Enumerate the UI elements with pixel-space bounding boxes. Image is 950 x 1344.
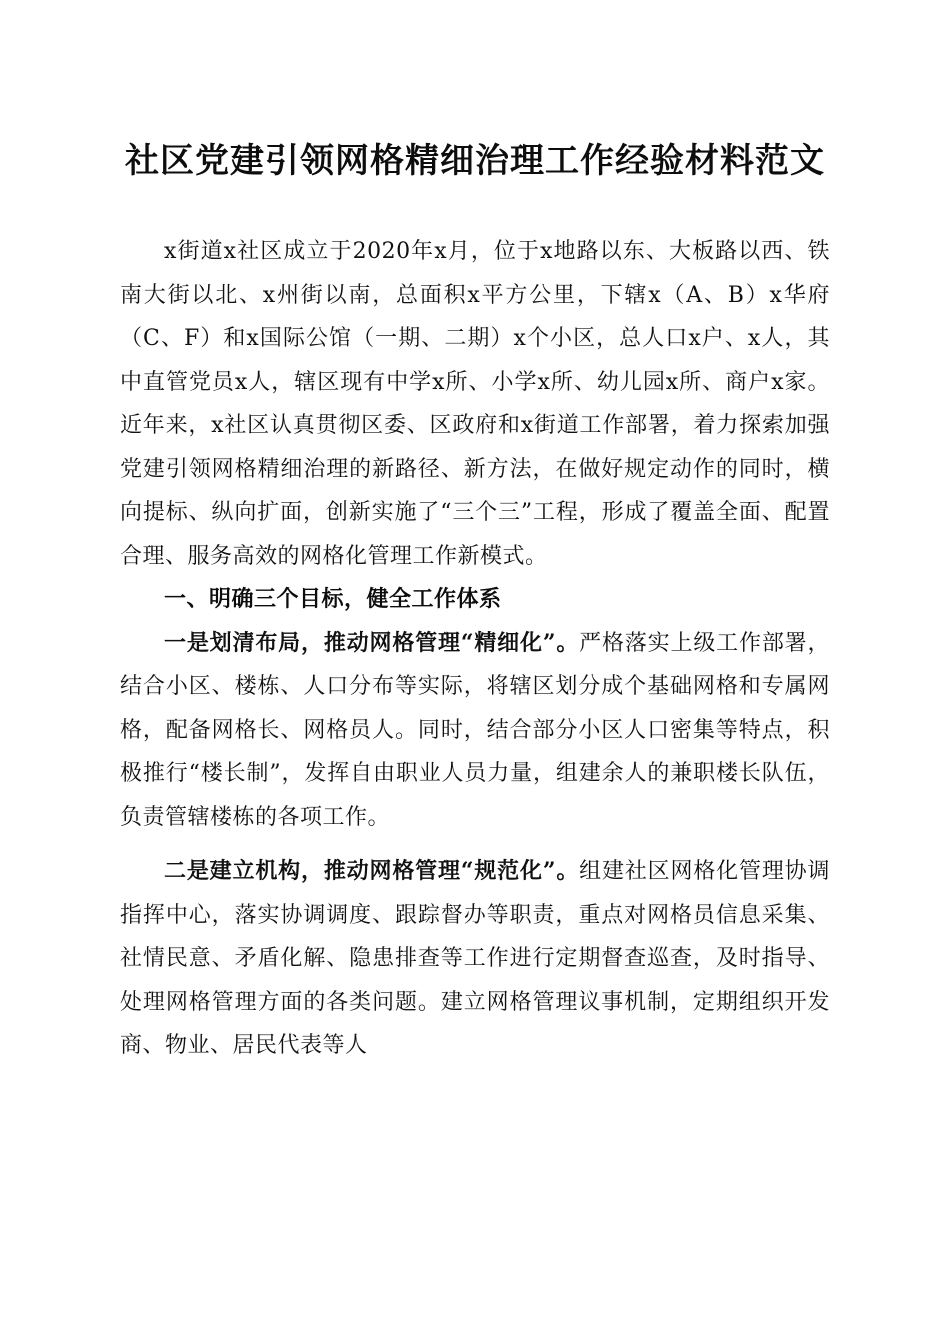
- page-title: 社区党建引领网格精细治理工作经验材料范文: [125, 141, 825, 181]
- section-heading-1: 一、明确三个目标，健全工作体系: [164, 587, 502, 612]
- intro-paragraph: x街道x社区成立于2020年x月，位于x地路以东、大板路以西、铁南大街以北、x州街以南，总面积x平方公里，下辖x（A、B）x华府（C、F）和x国际公馆（一期、二期）x个小区，总人口x户、x人，其中直管党员x人，辖区现有中学x所、小学x所、幼儿园x所、商户x家。近年来，x社区认真贯彻区委、区政府和x街道工作部署，着力探索加强党建引领网格精细治理的新路径、新方法，在做好规定动作的同时，横向提标、纵向扩面，创新实施了“三个三”工程，形成了覆盖全面、配置合理、服务高效的网格化管理工作新模式。: [120, 239, 830, 569]
- paragraph-1-lead: 一是划清布局，推动网格管理“精细化”。: [164, 629, 580, 656]
- paragraph-1: [120, 622, 830, 840]
- paragraph-2: [120, 850, 830, 1068]
- paragraph-2-text: 组建社区网格化管理协调指挥中心，落实协调调度、跟踪督办等职责，重点对网格员信息采集、社情民意、矛盾化解、隐患排查等工作进行定期督查巡查，及时指导、处理网格管理方面的各类问题。建立网格管理议事机制，定期组织开发商、物业、居民代表等人: [120, 859, 830, 1058]
- paragraph-spacer: [120, 839, 830, 850]
- paragraph-2-lead: 二是建立机构，推动网格管理“规范化”。: [164, 858, 580, 884]
- document-body: [120, 230, 830, 1068]
- paragraph-1-text: 严格落实上级工作部署，结合小区、楼栋、人口分布等实际，将辖区划分成个基础网格和专属网格，配备网格长、网格员人。同时，结合部分小区人口密集等特点，积极推行“楼长制”，发挥自由职业人员力量，组建余人的兼职楼长队伍，负责管辖楼栋的各项工作。: [120, 630, 830, 830]
